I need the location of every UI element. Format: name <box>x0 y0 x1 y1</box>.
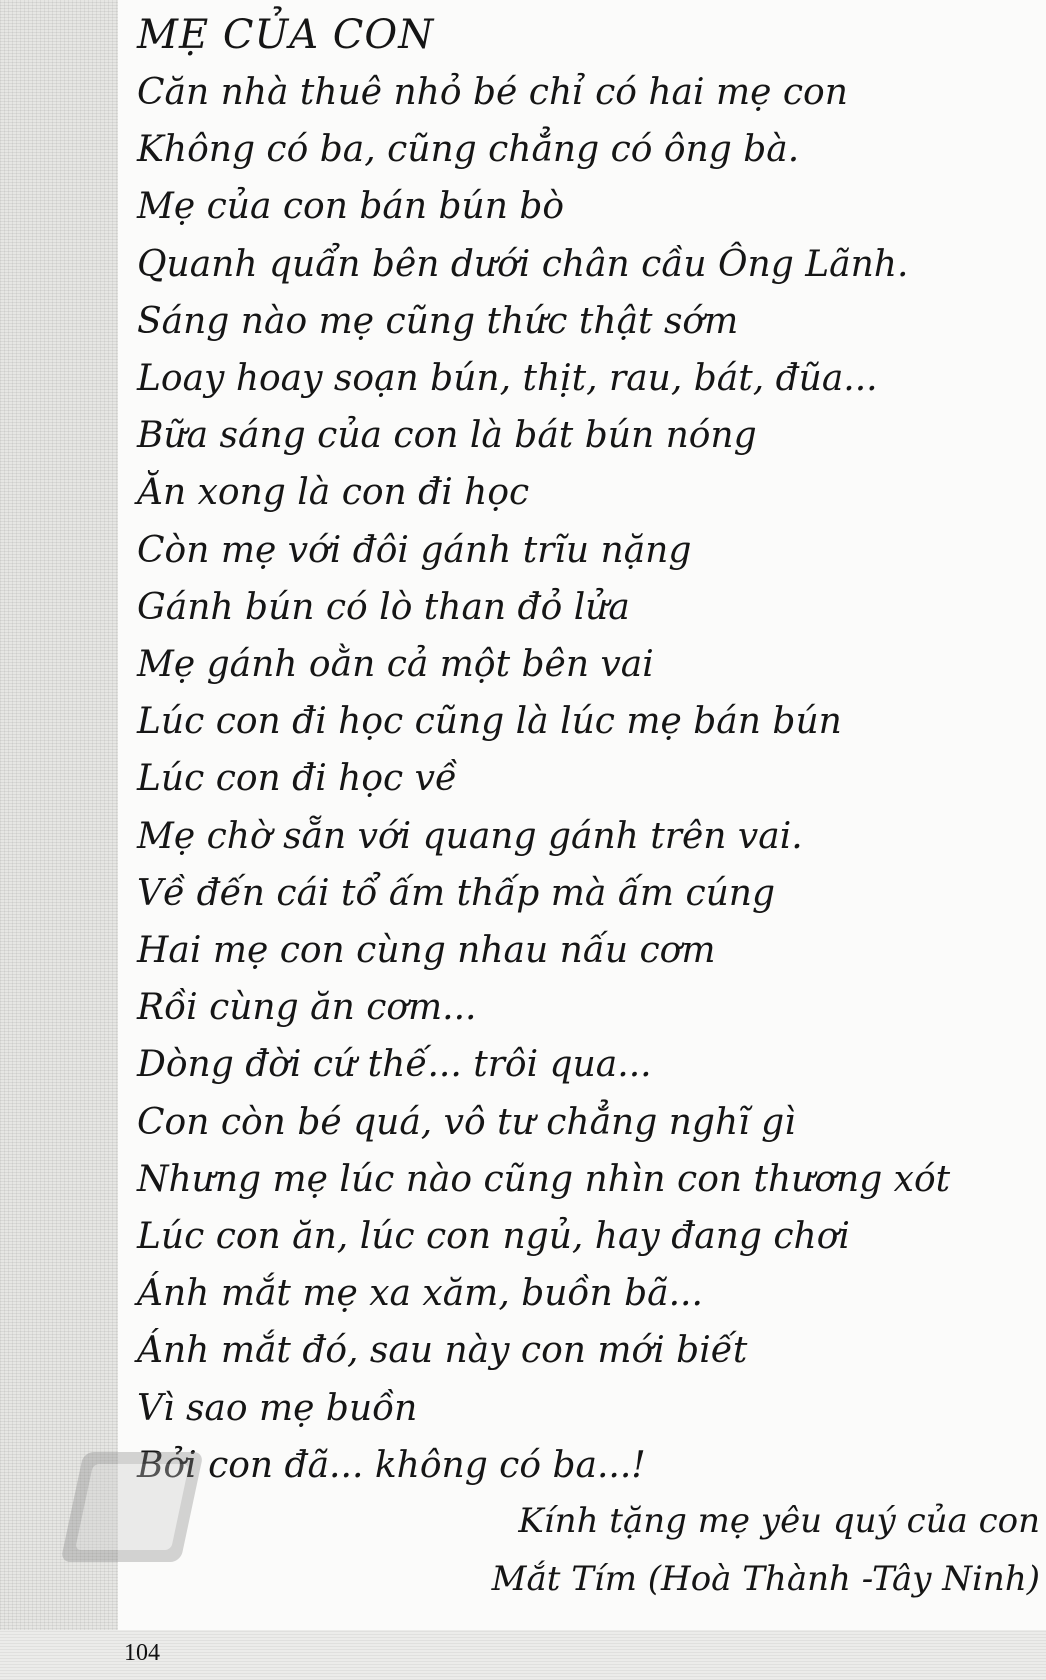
poem-title: MẸ CỦA CON <box>137 12 435 58</box>
poem-line: Lúc con ăn, lúc con ngủ, hay đang chơi <box>137 1216 850 1258</box>
poem-line: Rồi cùng ăn cơm... <box>137 987 477 1029</box>
poem-line: Gánh bún có lò than đỏ lửa <box>137 586 630 628</box>
poem-line: Mẹ của con bán bún bò <box>137 186 565 228</box>
poem-line: Hai mẹ con cùng nhau nấu cơm <box>137 930 716 972</box>
poem-line: Con còn bé quá, vô tư chẳng nghĩ gì <box>137 1101 796 1143</box>
poem-line: Nhưng mẹ lúc nào cũng nhìn con thương xót <box>137 1158 951 1200</box>
left-margin-shade <box>0 0 118 1680</box>
poem-line: Mẹ gánh oằn cả một bên vai <box>137 644 654 686</box>
poem-lines <box>137 64 1037 1494</box>
poem-line: Về đến cái tổ ấm thấp mà ấm cúng <box>137 872 776 914</box>
dedication-line-1: Kính tặng mẹ yêu quý của con <box>518 1501 1040 1541</box>
dedication <box>380 1492 1040 1608</box>
logo-watermark-icon <box>58 1432 228 1582</box>
poem-line: Bởi con đã... không có ba...! <box>137 1444 646 1486</box>
page-number: 104 <box>124 1640 160 1666</box>
poem-line: Loay hoay soạn bún, thịt, rau, bát, đũa... <box>137 358 878 400</box>
poem-line: Không có ba, cũng chẳng có ông bà. <box>137 129 800 171</box>
poem-line: Vì sao mẹ buồn <box>137 1387 418 1429</box>
poem-line: Ánh mắt đó, sau này con mới biết <box>137 1330 748 1372</box>
poem-line: Căn nhà thuê nhỏ bé chỉ có hai mẹ con <box>137 72 848 113</box>
poem-line: Quanh quẩn bên dưới chân cầu Ông Lãnh. <box>137 243 909 285</box>
poem-line: Lúc con đi học cũng là lúc mẹ bán bún <box>137 701 842 743</box>
poem <box>137 10 1037 1494</box>
poem-line: Bữa sáng của con là bát bún nóng <box>137 415 757 457</box>
dedication-line-2: Mắt Tím (Hoà Thành -Tây Ninh) <box>491 1559 1040 1599</box>
poem-line: Sáng nào mẹ cũng thức thật sớm <box>137 300 739 342</box>
poem-line: Ánh mắt mẹ xa xăm, buồn bã... <box>137 1273 703 1315</box>
poem-line: Ăn xong là con đi học <box>137 472 530 514</box>
poem-line: Lúc con đi học về <box>137 758 458 800</box>
poem-line: Mẹ chờ sẵn với quang gánh trên vai. <box>137 815 803 857</box>
poem-line: Còn mẹ với đôi gánh trĩu nặng <box>137 529 692 571</box>
poem-line: Dòng đời cứ thế... trôi qua... <box>137 1044 652 1086</box>
